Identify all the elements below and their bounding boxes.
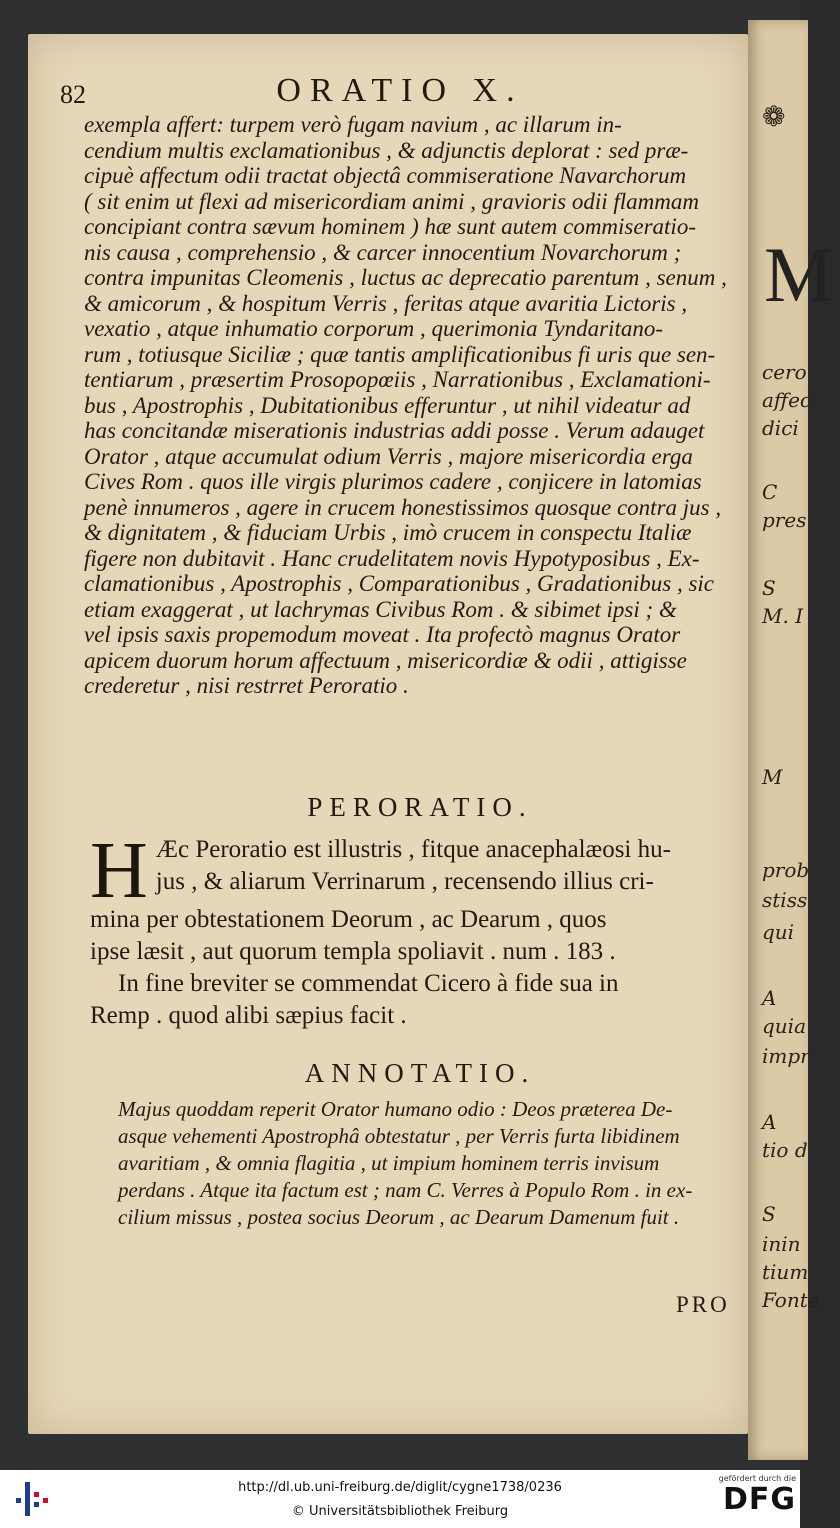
annotatio-heading: ANNOTATIO. <box>304 1058 536 1088</box>
annotatio-text <box>118 1096 738 1231</box>
facing-fragment: stiss <box>762 888 808 912</box>
facing-fragment: inin <box>762 1232 801 1256</box>
text-line: rum , totiusque Siciliæ ; quæ tantis amplificationibus fi uris que sen- <box>84 341 716 367</box>
dfg-logo <box>700 1474 796 1524</box>
text-line: etiam exaggerat , ut lachrymas Civibus Rom . & sibimet ipsi ; & <box>84 596 677 622</box>
text-line: exempla affert: turpem verò fugam navium , ac illarum in- <box>84 112 622 137</box>
facing-fragment: Fonte <box>762 1288 820 1312</box>
text-line: crederetur , nisi restrret Peroratio . <box>84 673 409 698</box>
facing-fragment: M <box>762 765 783 789</box>
text-line: ipse læsit , aut quorum templa spoliavit . num . 183 . <box>90 938 616 965</box>
text-line: cendium multis exclamationibus , & adjunctis deplorat : sed præ- <box>84 137 689 163</box>
facing-fragment: qui <box>762 920 795 944</box>
text-line: concipiant contra sævum hominem ) hæ sunt autem commiseratio- <box>84 214 696 239</box>
funder-note: gefördert durch die <box>718 1474 796 1483</box>
text-line: Cives Rom . quos ille virgis plurimos cadere , conjicere in latomias <box>84 469 702 494</box>
text-line: perdans . Atque ita factum est ; nam C. Verres à Populo Rom . in ex- <box>118 1178 693 1202</box>
text-line: avaritiam , & omnia flagitia , ut impium hominem terris invisum <box>118 1151 660 1175</box>
text-line: ( sit enim ut flexi ad misericordiam animi , gravioris odii flammam <box>84 188 700 214</box>
facing-fragment: A <box>762 1110 777 1134</box>
text-line: asque vehementi Apostrophâ obtestatur , per Verris furta libidinem <box>118 1124 680 1148</box>
ornament-icon: ❁ <box>762 100 786 133</box>
text-line: cipuè affectum odii tractat objectâ commiseratione Navarchorum <box>84 163 687 188</box>
text-line: apicem duorum horum affectuum , misericordiæ & odii , attigisse <box>84 647 687 673</box>
permalink-link[interactable]: http://dl.ub.uni-freiburg.de/diglit/cygne1738/0236 <box>238 1480 562 1495</box>
text-line: Orator , atque accumulat odium Verris , majore misericordia erga <box>84 443 693 469</box>
facing-fragment: C <box>762 480 778 504</box>
text-line: contra impunitas Cleomenis , luctus ac deprecatio parentum , senum , <box>84 265 727 290</box>
text-line: Æc Peroratio est illustris , fitque anacephalæosi hu- <box>155 836 671 863</box>
text-line: In fine breviter se commendat Cicero à fide sua in <box>118 970 619 997</box>
facing-fragment: impr <box>762 1044 810 1068</box>
text-line: figere non dubitavit . Hanc crudelitatem novis Hypotyposibus , Ex- <box>84 545 700 571</box>
facing-fragment: prob <box>762 858 810 882</box>
facing-fragment: tio d <box>762 1138 808 1162</box>
facing-fragment: A <box>762 986 777 1010</box>
copyright-text: © Universitätsbibliothek Freiburg <box>291 1504 509 1519</box>
text-line: tentiarum , præsertim Prosopopœiis , Narrationibus , Exclamationi- <box>84 367 711 392</box>
text-line: cilium missus , postea socius Deorum , ac Dearum Damenum fuit . <box>118 1205 680 1229</box>
peroratio-text <box>90 827 740 1032</box>
funder-logo-text: DFG <box>722 1482 796 1517</box>
facing-page-edge <box>748 20 834 1460</box>
text-line: & amicorum , & hospitum Verris , feritas atque avaritia Lictoris , <box>84 290 688 316</box>
text-line: nis causa , comprehensio , & carcer innocentium Novarchorum ; <box>84 239 682 265</box>
facing-fragment: affec <box>762 388 812 412</box>
text-line: Majus quoddam reperit Orator humano odio : Deos præterea De- <box>118 1097 673 1121</box>
facing-fragment: dici <box>762 416 799 440</box>
facing-fragment: S <box>762 1202 776 1226</box>
drop-cap: H <box>90 827 148 915</box>
facing-fragment: pres <box>762 508 807 532</box>
text-line: & dignitatem , & fiduciam Urbis , imò crucem in conspectu Italiæ <box>84 520 692 545</box>
page-number: 82 <box>60 80 86 109</box>
facing-fragment: quia <box>762 1014 807 1038</box>
text-line: vexatio , atque inhumatio corporum , querimonia Tyndaritano- <box>84 316 663 341</box>
peroratio-heading: PERORATIO. <box>307 792 533 822</box>
running-title: ORATIO X. <box>276 72 524 109</box>
facing-fragment: M <box>764 231 834 318</box>
catchword: PRO <box>676 1292 730 1317</box>
facing-fragment: M. I <box>762 604 804 628</box>
text-line: Remp . quod alibi sæpius facit . <box>90 1002 407 1029</box>
text-line: clamationibus , Apostrophis , Comparationibus , Gradationibus , sic <box>84 571 714 596</box>
text-line: jus , & aliarum Verrinarum , recensendo illius cri- <box>155 868 654 895</box>
body-italic-text <box>84 112 744 699</box>
text-line: mina per obtestationem Deorum , ac Dearum , quos <box>90 906 607 933</box>
facing-fragment: tium <box>762 1260 809 1284</box>
facing-fragment: S <box>762 576 776 600</box>
text-line: has concitandæ miserationis industrias addi posse . Verum adauget <box>84 418 705 443</box>
text-line: vel ipsis saxis propemodum moveat . Ita profectò magnus Orator <box>84 622 681 647</box>
footer-bar <box>0 1470 800 1528</box>
text-line: bus , Apostrophis , Dubitationibus efferuntur , ut nihil videatur ad <box>84 392 691 418</box>
facing-fragment: cero <box>762 360 807 384</box>
text-line: penè innumeros , agere in crucem honestissimos quosque contra jus , <box>84 494 722 520</box>
